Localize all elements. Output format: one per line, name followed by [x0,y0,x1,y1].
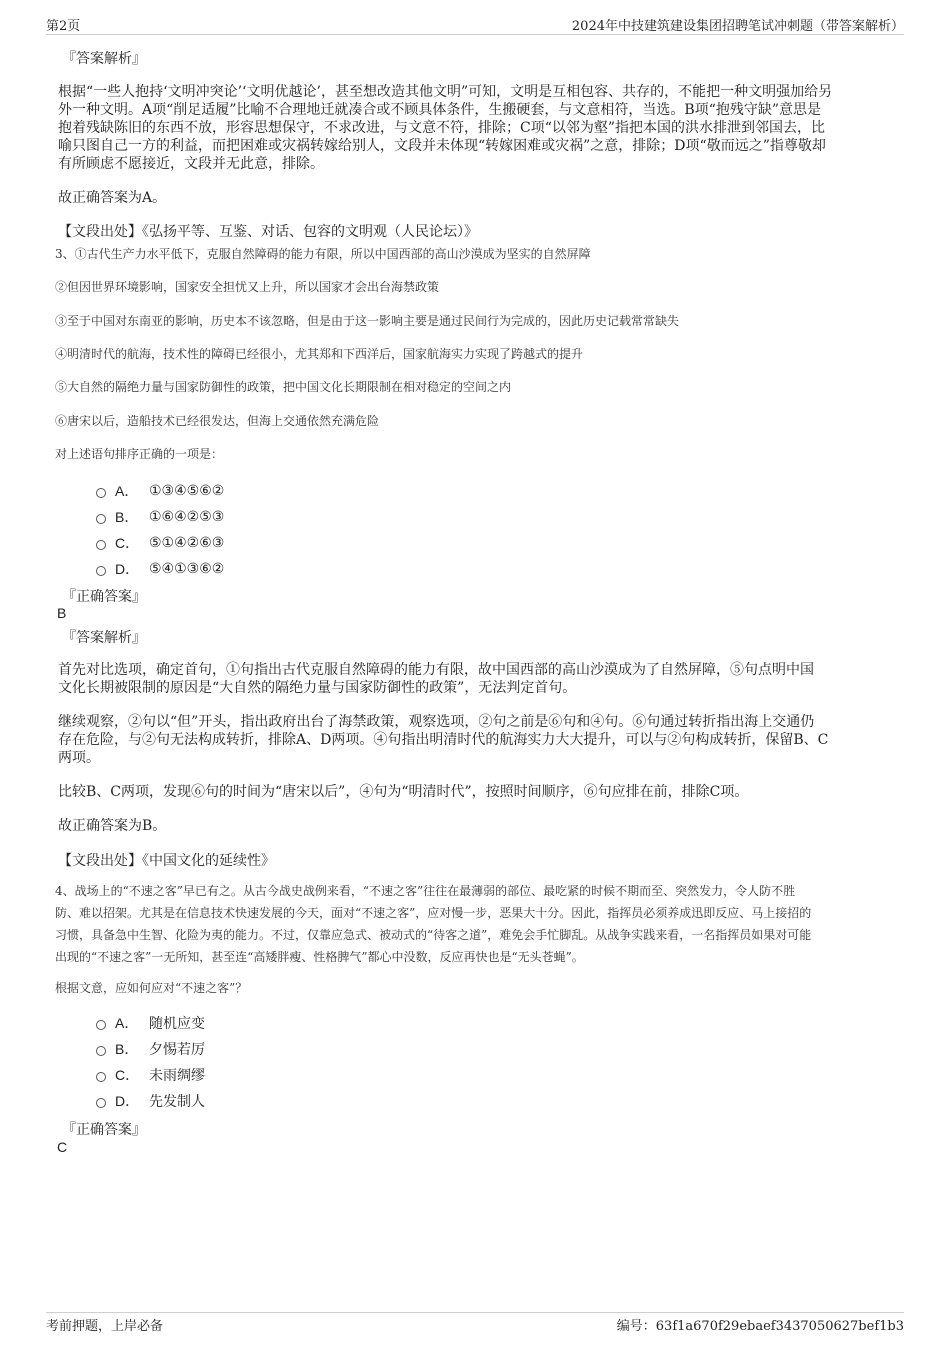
analysis-heading: 『答案解析』 [62,51,146,67]
option-b[interactable] [96,507,224,527]
question-sentence: ⑥唐宋以后，造船技术已经很发达，但海上交通依然充满危险 [55,414,380,428]
document-title: 2024年中技建筑建设集团招聘笔试冲刺题（带答案解析） [571,19,904,34]
option-text: ①⑥④②⑤③ [149,509,225,525]
radio-icon[interactable] [96,540,106,550]
option-d[interactable] [96,559,224,579]
radio-icon[interactable] [96,488,106,498]
question-sentence: ③至于中国对东南亚的影响，历史本不该忽略，但是由于这一影响主要是通过民间行为完成的，因此历史记载常常缺失 [55,314,680,328]
option-a[interactable] [96,1013,205,1033]
correct-answer: B [57,605,67,621]
analysis-line: 比较B、C两项，发现⑥句的时间为“唐宋以后”，④句为“明清时代”，按照时间顺序，⑥句应排在前，排除C项。 [58,784,749,800]
question-sentence: ⑤大自然的隔绝力量与国家防御性的政策，把中国文化长期限制在相对稳定的空间之内 [55,380,512,394]
option-text: 未雨绸缪 [149,1068,205,1084]
answer-heading: 『正确答案』 [62,589,146,605]
question-passage-line: 防、难以招架。尤其是在信息技术快速发展的今天，面对“不速之客”，应对慢一步，恶果大十分。因此，指挥员必须养成迅即反应、马上接招的 [55,906,812,920]
option-d[interactable] [96,1091,205,1111]
analysis-line: 有所顾虑不愿接近，文段并无此意，排除。 [58,156,324,172]
page-number: 第2页 [46,19,81,34]
page-footer [46,1312,904,1335]
question-passage-line: 4、战场上的“不速之客”早已有之。从古今战史战例来看，“不速之客”往往在最薄弱的部位、最吃紧的时候不期而至、突然发力，令人防不胜 [55,884,796,898]
analysis-line: 存在危险，与②句无法构成转折，排除A、D两项。④句指出明清时代的航海实力大大提升，可以与②句构成转折，保留B、C [58,732,829,748]
analysis-line: 根据“一些人抱持‘文明冲突论’‘文明优越论’，甚至想改造其他文明”可知，文明是互相包容、共存的，不能把一种文明强加给另 [58,84,833,100]
option-c[interactable] [96,533,224,553]
radio-icon[interactable] [96,1046,106,1056]
radio-icon[interactable] [96,1072,106,1082]
question-sentence: 3、①古代生产力水平低下，克服自然障碍的能力有限，所以中国西部的高山沙漠成为坚实的自然屏障 [55,247,591,261]
option-letter: A． [115,483,139,499]
radio-icon[interactable] [96,566,106,576]
option-text: ①③④⑤⑥② [149,483,225,499]
analysis-line: 继续观察，②句以“但”开头，指出政府出台了海禁政策，观察选项，②句之前是⑥句和④句。⑥句通过转折指出海上交通仍 [58,714,815,730]
question-prompt: 对上述语句排序正确的一项是： [55,447,224,461]
option-a[interactable] [96,481,224,501]
analysis-line: 文化长期被限制的原因是“大自然的隔绝力量与国家防御性的政策”，无法判定首句。 [58,680,577,696]
analysis-line: 首先对比选项，确定首句，①句指出古代克服自然障碍的能力有限，故中国西部的高山沙漠成为了自然屏障，⑤句点明中国 [58,662,814,678]
option-letter: D． [115,561,140,577]
radio-icon[interactable] [96,1020,106,1030]
question-sentence: ②但因世界环境影响，国家安全担忧又上升，所以国家才会出台海禁政策 [55,280,440,294]
source-citation: 【文段出处】《弘扬平等、互鉴、对话、包容的文明观（人民论坛）》 [58,224,478,240]
option-letter: C． [115,1067,140,1083]
conclusion: 故正确答案为B。 [58,818,167,834]
radio-icon[interactable] [96,514,106,524]
analysis-line: 外一种文明。A项“削足适履”比喻不合理地迁就凑合或不顾具体条件，生搬硬套，与文意相符，当选。B项“抱残守缺”意思是 [58,102,822,118]
option-text: ⑤①④②⑥③ [149,535,225,551]
option-text: 随机应变 [149,1016,205,1032]
option-c[interactable] [96,1065,205,1085]
question-passage-line: 出现的“不速之客”一无所知，甚至连“高矮胖瘦、性格脾气”都心中没数，反应再快也是“无头苍蝇”。 [55,950,584,964]
analysis-heading: 『答案解析』 [62,630,146,646]
option-text: 夕惕若厉 [149,1042,205,1058]
footer-slogan: 考前押题，上岸必备 [46,1319,164,1334]
document-id: 编号：63f1a670f29ebaef3437050627bef1b3 [616,1319,904,1334]
answer-heading: 『正确答案』 [62,1122,146,1138]
option-b[interactable] [96,1039,205,1059]
option-letter: C． [115,535,140,551]
option-letter: B． [115,509,139,525]
question-prompt: 根据文意，应如何应对“不速之客”？ [55,981,248,995]
option-letter: B． [115,1041,139,1057]
conclusion: 故正确答案为A。 [58,190,167,206]
radio-icon[interactable] [96,1098,106,1108]
option-text: 先发制人 [149,1094,205,1110]
option-letter: A． [115,1015,139,1031]
option-letter: D． [115,1093,140,1109]
analysis-line: 抱着残缺陈旧的东西不放，形容思想保守，不求改进，与文意不符，排除；C项“以邻为壑”指把本国的洪水排泄到邻国去，比 [58,120,826,136]
source-citation: 【文段出处】《中国文化的延续性》 [58,853,275,869]
analysis-line: 两项。 [58,750,100,766]
question-passage-line: 习惯，具备急中生智、化险为夷的能力。不过，仅靠应急式、被动式的“待客之道”，难免会手忙脚乱。从战争实践来看，一名指挥员如果对可能 [55,928,812,942]
option-text: ⑤④①③⑥② [149,561,225,577]
question-sentence: ④明清时代的航海，技术性的障碍已经很小，尤其郑和下西洋后，国家航海实力实现了跨越式的提升 [55,347,584,361]
analysis-line: 喻只图自己一方的利益，而把困难或灾祸转嫁给别人，文段并未体现“转嫁困难或灾祸”之意，排除；D项“敬而远之”指尊敬却 [58,138,826,154]
correct-answer: C [57,1139,68,1155]
page-header [46,14,904,35]
